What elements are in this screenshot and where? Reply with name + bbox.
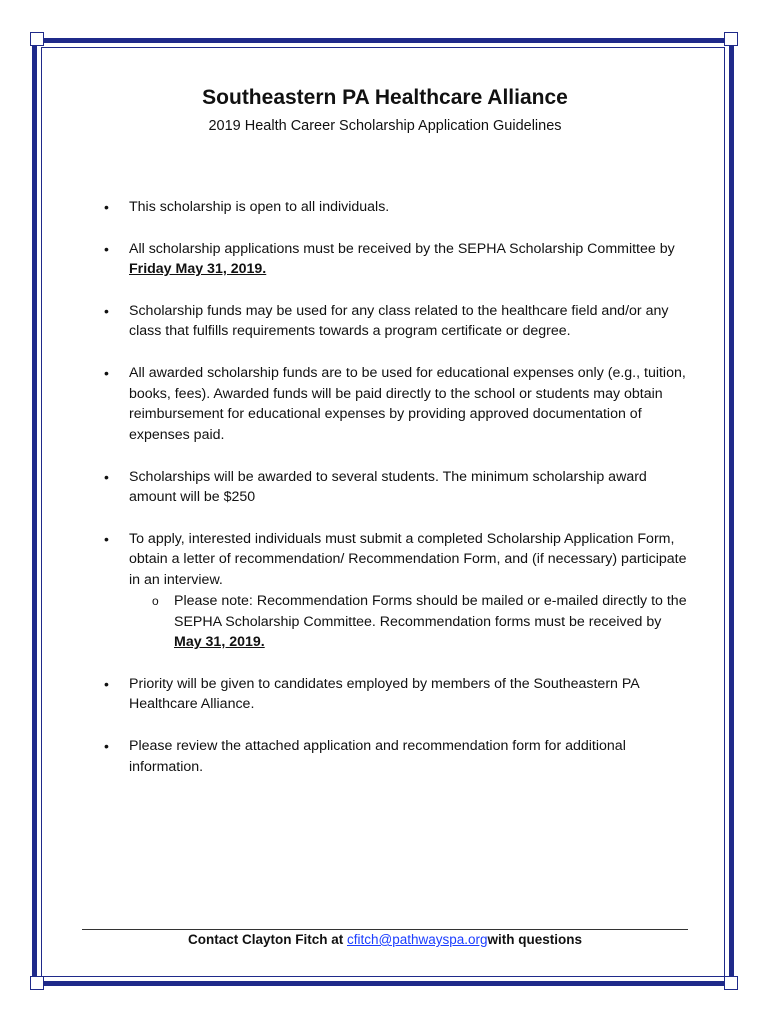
contact-email-link[interactable]: cfitch@pathwayspa.org [346, 932, 488, 947]
guidelines-list [100, 197, 690, 798]
guideline-item [100, 529, 690, 653]
guideline-item [100, 363, 690, 446]
bullet-icon: • [104, 737, 109, 754]
corner-ornament-bottom-left [30, 976, 44, 990]
bullet-icon: • [104, 530, 109, 547]
contact-prefix: Contact Clayton Fitch at [187, 932, 347, 947]
bullet-icon: • [104, 302, 109, 319]
guideline-text: All scholarship applications must be received by the SEPHA Scholarship Committee by [129, 240, 675, 257]
deadline-date: May 31, 2019. [174, 634, 265, 651]
guideline-item [100, 197, 690, 218]
corner-ornament-top-right [724, 32, 738, 46]
guideline-item [100, 736, 690, 777]
deadline-date: Friday May 31, 2019. [129, 261, 267, 278]
guideline-item [100, 674, 690, 715]
circle-bullet-icon: o [152, 593, 159, 608]
guideline-text: Scholarship funds may be used for any class related to the healthcare field and/or any class that fulfills requirements towards a program certificate or degree. [129, 302, 669, 340]
bullet-icon: • [104, 468, 109, 485]
document-title: Southeastern PA Healthcare Alliance [202, 86, 568, 109]
guideline-text: Scholarships will be awarded to several students. The minimum scholarship award amount will be $250 [129, 468, 647, 506]
guideline-text: All awarded scholarship funds are to be used for educational expenses only (e.g., tuition, books, fees). Awarded funds will be paid directly to the school or students may obtain reimbursement for educational expenses by providing approved documentation of expenses paid. [129, 364, 686, 444]
bullet-icon: • [104, 199, 109, 215]
bullet-icon: • [104, 240, 109, 257]
footer-contact [0, 932, 770, 947]
sub-guideline-text: Please note: Recommendation Forms should be mailed or e-mailed directly to the SEPHA Scholarship Committee. Recommendation forms must be received by [174, 592, 687, 630]
guideline-text: Please review the attached application and recommendation form for additional information. [129, 737, 626, 775]
corner-ornament-bottom-right [724, 976, 738, 990]
guideline-item [100, 467, 690, 508]
footer-divider [82, 929, 688, 930]
guideline-text: Priority will be given to candidates employed by members of the Southeastern PA Healthcare Alliance. [129, 675, 639, 713]
guideline-text: This scholarship is open to all individuals. [129, 199, 390, 215]
bullet-icon: • [104, 675, 109, 692]
corner-ornament-top-left [30, 32, 44, 46]
guideline-item [100, 301, 690, 342]
contact-suffix: with questions [487, 932, 583, 947]
sub-guideline-item [129, 591, 690, 653]
guideline-item [100, 239, 690, 280]
document-subtitle: 2019 Health Career Scholarship Application Guidelines [208, 118, 562, 134]
guideline-text: To apply, interested individuals must submit a completed Scholarship Application Form, obtain a letter of recommendation/ Recommendation Form, and (if necessary) participate in an interview. [129, 530, 687, 589]
bullet-icon: • [104, 364, 109, 381]
